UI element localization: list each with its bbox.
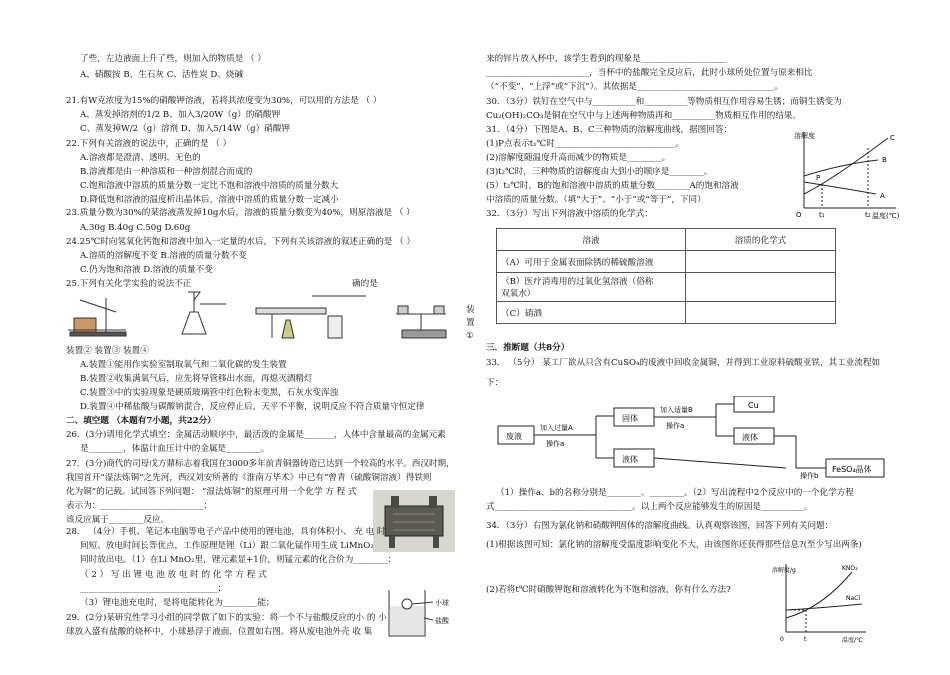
question-26: 26．(3分)请用化学式填空：金属活动顺序中，最活泼的金属是_______，人体中含量最高的金属元素: [66, 430, 446, 440]
question-31-part: (3)t₂℃时，三种物质的溶解度由大到小的顺序是________。: [486, 167, 713, 177]
question-31-part: 中溶质的质量分数。（填“大于”、“小于”或“等于”，下同）: [486, 195, 706, 205]
question-25: 25.下列有关化学实验的说法不正: [66, 279, 192, 289]
chart-origin: O: [796, 211, 802, 219]
curve-c: [804, 138, 888, 194]
label-b: B: [882, 156, 887, 164]
options: C.仍为饱和溶液 D.溶液的质量不变: [80, 265, 213, 275]
question-27-cont: 该反应属于________反应。: [66, 515, 170, 525]
options: A、蒸发掉溶剂的1/2 B、加入3/20W（g）的硝酸钾: [80, 110, 281, 120]
options: A.30g B.40g C.50g D.60g: [80, 223, 191, 233]
label-nacl: NaCl: [846, 595, 861, 602]
option: C.装置③中的实验现象是硬质玻璃管中红色粉末变黑，石灰水变浑浊: [80, 388, 339, 398]
tick-t1: t₁: [819, 211, 825, 219]
bronze-ding-picture: [373, 490, 455, 552]
beaker-figure: [383, 586, 463, 642]
question-22: 22.下列有关溶液的说法中，正确的是 （ ）: [66, 139, 232, 149]
device-3-drawing: [182, 292, 226, 334]
question-28: 28． （4分）手机、笔记本电脑等电子产品中使用的锂电池，具有体积小、 充 电 时: [66, 527, 386, 537]
label-liquid: 液体: [622, 455, 638, 464]
question-28-cont: 间短、放电时间长等优点，工作原理是锂（Li）跟二氧化锰作用生成 LiMnO₂: [80, 541, 374, 551]
solubility-chart-kno3-nacl: [772, 562, 870, 646]
question-34: 34．（3分）右图为氯化钠和硝酸钾固体的溶解度曲线。认真观察该图，回答下列有关问题：: [486, 521, 834, 531]
acid-label: 盐酸: [435, 617, 449, 625]
section-2-title: 二、填空题 （本题有7小题，共22分）: [66, 416, 216, 426]
label-op-a: 操作a: [666, 422, 685, 430]
table-header-row: [497, 229, 836, 251]
table-header-cell: 溶质的化学式: [686, 229, 836, 251]
table-row: [497, 273, 836, 302]
device-labels: 装置② 装置③ 装置④: [66, 346, 149, 356]
question-33-part: 式________________________________。以上两个反应能够发生的原因是__________。: [486, 502, 813, 512]
question-27-cont: 我国首开“湿法炼铜”之先河，西汉刘安所著的《淮南万毕术》中已有“曾青（硫酸铜溶液）得铁则: [66, 473, 432, 483]
solute-table: [496, 228, 836, 324]
table-cell: （C）硝酒: [497, 302, 686, 324]
curve-kno3: [786, 572, 852, 618]
table-cell-line: 双氧水）: [501, 289, 536, 299]
question-25-tail: 确的是: [352, 279, 378, 289]
label-a: A: [880, 192, 885, 200]
options: A、硝酸铵 B、生石灰 C、活性炭 D、烧碱: [80, 70, 244, 80]
device-1-label-3: ①: [466, 331, 474, 341]
label-p: P: [816, 174, 821, 182]
device-1-label-2: 置: [466, 318, 475, 328]
text-line: 了些，左边液面上升了些，则加入的物质是 （ ）: [80, 54, 266, 64]
question-24: 24.25℃时向氢氧化钙饱和溶液中加入一定量的水后，下列有关该溶液的叙述正确的是 （ ）: [66, 237, 416, 247]
question-34-part: (2)若将t℃时硝酸钾饱和溶液转化为不饱和溶液，你有什么方法?: [486, 585, 731, 595]
question-33-cont: 下：: [486, 378, 504, 388]
option: D.降低饱和溶液的温度析出晶体后，溶液中溶质的质量分数一定减小: [80, 195, 339, 205]
label-cu: Cu: [748, 401, 759, 410]
option: B.装置②收集满氧气后，应先将导管移出水面，再熄灭酒精灯: [80, 374, 313, 384]
option: A.溶液都是澄清、透明、无色的: [80, 153, 201, 163]
label-op-b: 操作b: [800, 472, 819, 480]
question-32: 32．（3分）写出下列溶液中溶质的化学式：: [486, 209, 653, 219]
question-31-part: (2)溶解度随温度升高而减少的物质是________。: [486, 153, 671, 163]
chart-ylabel: 溶解度: [794, 132, 815, 140]
question-29-cont: （“不变”、“上浮”或“下沉”）。其依据是________________________________。: [486, 82, 784, 92]
question-27-cont: 表示为：________________________；: [66, 501, 213, 511]
table-cell: [497, 273, 686, 302]
label-op-a: 操作a: [546, 440, 565, 448]
device-1-label-1: 装: [466, 305, 475, 315]
chart-xlabel: 温度/℃: [842, 637, 863, 644]
right-column: [476, 0, 950, 675]
device-4-drawing: [256, 296, 366, 338]
question-27-cont: 化为铜”的记载。试回答下列问题： “湿法炼铜”的原理可用一个化学 方 程 式: [66, 487, 357, 497]
question-28-cont: （ 2 ） 写 出 锂 电 池 放 电 时 的 化 学 方 程 式: [80, 570, 267, 580]
table-header-cell: 溶液: [497, 229, 686, 251]
label-solid: 固体: [622, 414, 638, 423]
options: A.溶质的溶解度不变 B.溶液的质量分数不变: [80, 251, 247, 261]
label-add-b: 加入适量B: [660, 406, 693, 414]
question-29-cont: 球放入盛有盐酸的烧杯中，小球悬浮于液面，位置如右图。将从废电池外壳 收 集: [66, 627, 373, 637]
label-liquid: 液体: [742, 433, 758, 442]
question-30-cont: Cu₂(OH)₂CO₃是铜在空气中与上述两种物质再和__________物质相互作用的结果。: [486, 111, 802, 121]
question-27: 27．(3分)商代的司母戊方鼎标志着我国在3000多年前青铜器铸造已达到一个较高的水平。西汉时期，: [66, 459, 455, 469]
table-cell: （A）可用于金属表面除锈的稀硫酸溶液: [497, 251, 686, 273]
question-33-part: （1）操作a、b的名称分别是________、________。（2）写出流程中2个反应中的一个化学方程: [496, 488, 854, 498]
table-cell-line: （B）医疗消毒用的过氧化氢溶液（俗称: [501, 277, 654, 287]
question-30: 30．（3分）铁钉在空气中与__________和__________等物质相互作用容易生锈；而铜生锈变为: [486, 97, 842, 107]
label-waste: 废液: [506, 432, 522, 441]
option: D.装置④中稀盐酸与碳酸钠混合，反应停止后，天平不平衡，说明反应不符合质量守恒定律: [80, 402, 425, 412]
option: C.饱和溶液中溶质的质量分数一定比不饱和溶液中溶质的质量分数大: [80, 181, 339, 191]
question-28-cont: ________________________________；: [80, 584, 227, 594]
label-kno3: KNO₃: [842, 565, 858, 572]
option: B.溶液都是由一种溶质和一种溶剂混合而成的: [80, 167, 253, 177]
question-29-cont: ________________________，当杯中的盐酸完全反应后，此时小球所处位置与原来相比: [486, 68, 813, 78]
question-26-cont: 是________，体温计血压计中的金属是________。: [80, 444, 270, 454]
chart-xlabel: 温度(℃): [872, 212, 900, 220]
question-28-cont: （3）锂电池充电时，是将电能转化为________能；: [80, 598, 275, 608]
answer-cell[interactable]: [686, 302, 836, 324]
question-31-part: (5）t₂℃时，B的饱和溶液中溶质的质量分数________A的饱和溶液: [486, 181, 739, 191]
question-21: 21.有W克浓度为15%的硝酸钾溶液，若将其浓度变为30%，可以用的方法是 （ ）: [66, 96, 382, 106]
tick-t: t: [804, 636, 807, 643]
answer-cell[interactable]: [686, 251, 836, 273]
question-31-part: (1)P点表示t₁℃时____________________________。: [486, 139, 684, 149]
question-31: 31．（4分）下图是A、B、C三种物质的溶解度曲线，据图回答：: [486, 125, 733, 135]
lab-apparatus-figure: [66, 290, 456, 350]
question-28-cont: 同时放出电。（1）在Li MnO₂里，锂元素显+1价，则锰元素的化合价为________；: [80, 555, 397, 565]
answer-cell[interactable]: [686, 273, 836, 302]
option: A.装置①能用作实验室制取氧气和二氧化碳的发生装置: [80, 360, 287, 370]
process-flowchart: [496, 396, 896, 482]
balance-drawing: [396, 306, 446, 338]
table-row: [497, 302, 836, 324]
options: C、蒸发掉W/2（g）溶剂 D、加入5/14W（g）硝酸钾: [80, 124, 291, 134]
curve-nacl: [786, 604, 862, 610]
tick-t2: t₂: [865, 211, 871, 219]
question-29-cont: 来的锌片放入杯中，该学生看到的现象是____________________: [486, 54, 727, 64]
device-2-drawing: [68, 298, 126, 336]
chart-origin: 0: [780, 636, 784, 643]
table-row: [497, 251, 836, 273]
question-29: 29．(2分)某研究性学习小组的同学做了如下的实验：将一个不与盐酸反应的小 的 小: [66, 613, 387, 623]
question-34-part: (1)根据该图可知：氯化钠的溶解度受温度影响变化不大，由该图你还获得那些信息?(至少写出两条): [486, 540, 862, 550]
label-feso4: FeSO₄晶体: [832, 465, 872, 474]
ball-label: 小球: [435, 599, 449, 607]
chart-ylabel: 溶解度/g: [772, 567, 796, 574]
question-33: 33． （5分） 某工厂欲从只含有CuSO₄的废液中回收金属铜，并得到工业原料硫酸亚铁，其工业流程如: [486, 358, 881, 368]
solubility-chart-abc: [792, 128, 902, 220]
question-23: 23.质量分数为30%的某溶液蒸发掉10g水后，溶液的质量分数变为40%，则原溶液是 （ ）: [66, 208, 415, 218]
section-3-title: 三．推断题（共8分）: [486, 343, 570, 353]
label-c: C: [890, 134, 895, 142]
label-add-a: 加入过量A: [540, 424, 573, 432]
